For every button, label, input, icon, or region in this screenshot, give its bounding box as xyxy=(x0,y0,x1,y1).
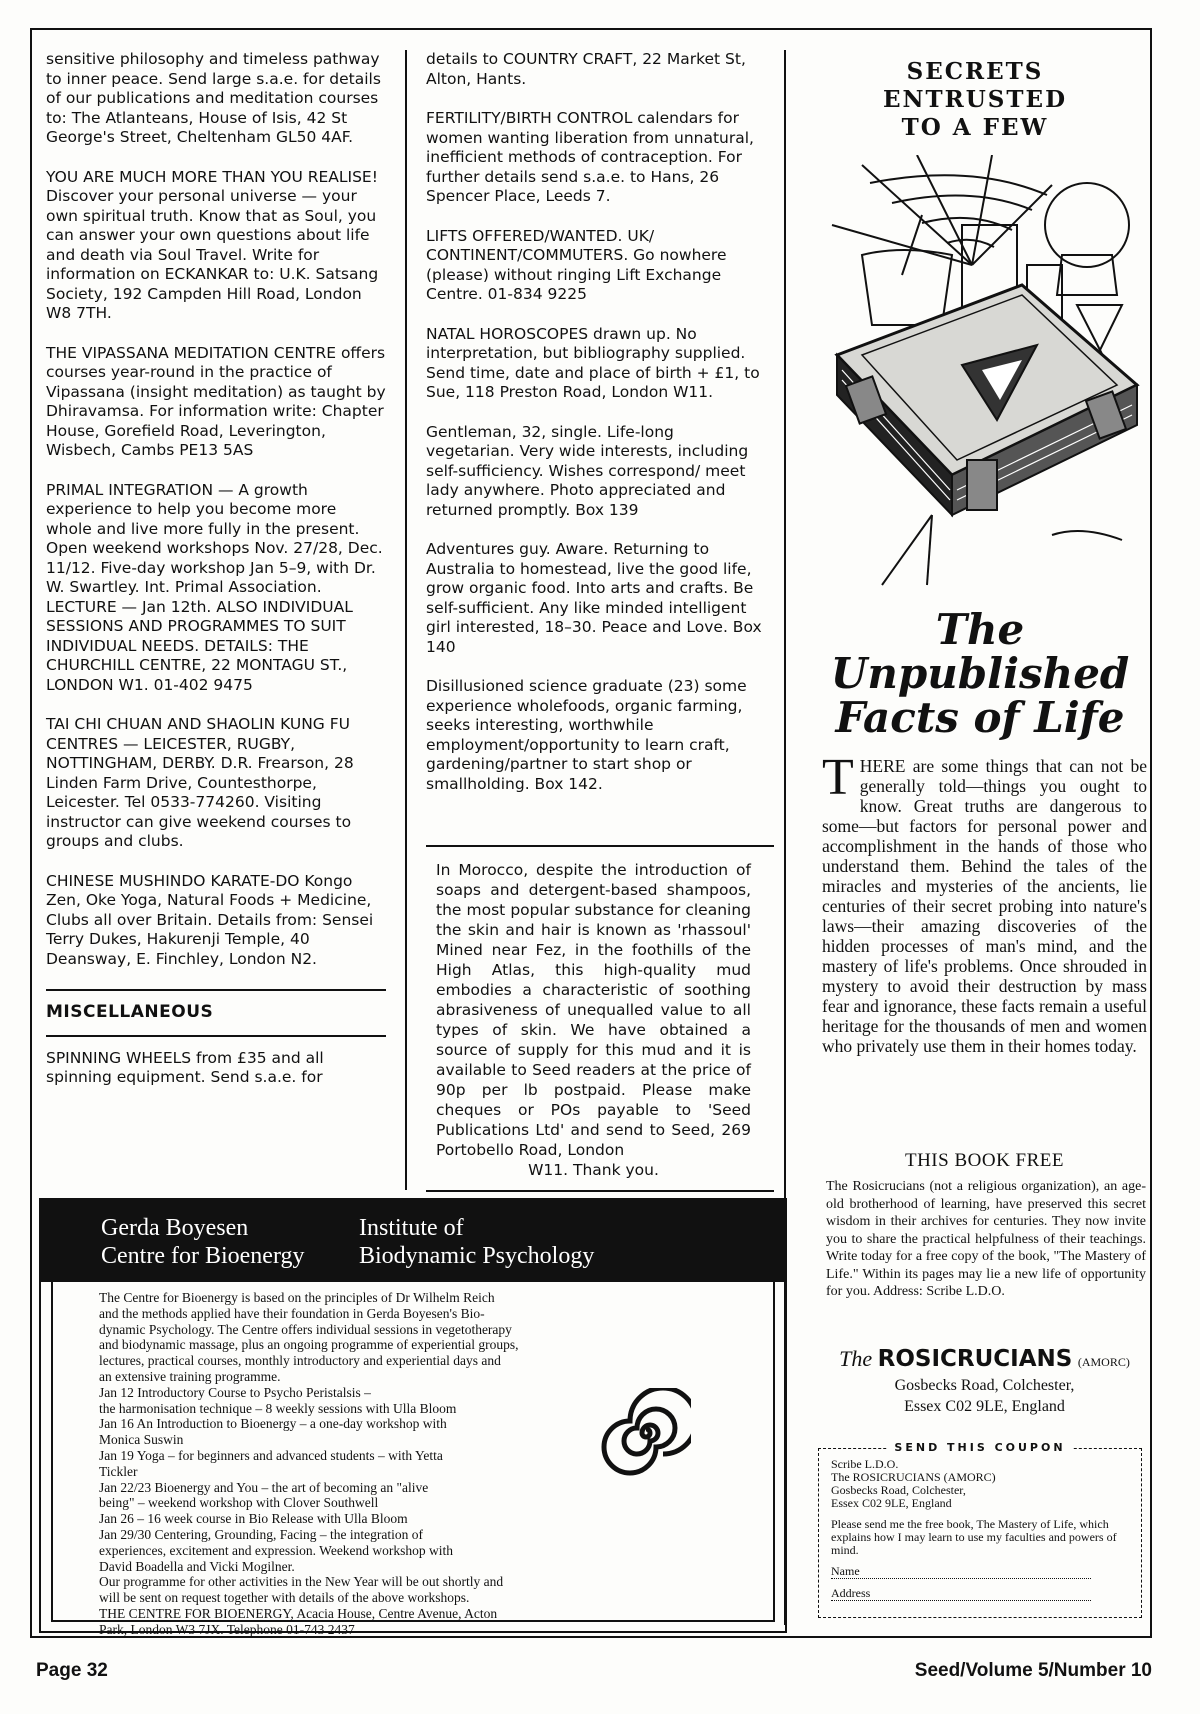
divider xyxy=(426,845,774,847)
rhassoul-text-end: W11. Thank you. xyxy=(528,1161,659,1179)
classified-ad: details to COUNTRY CRAFT, 22 Market St, Alton, Hants. xyxy=(426,50,746,88)
classified-ad: Gentleman, 32, single. Life-long vegetarian. Very wide interests, including self-sufficiency. Wishes correspond/ meet lady anywhere. Photo appreciated and returned promptly. Box 139 xyxy=(426,422,749,519)
classified-ad: CHINESE MUSHINDO KARATE-DO Kongo Zen, Oke Yoga, Natural Foods + Medicine, Clubs all over Britain. Details from: Sensei Terry Dukes, Hakurenji Temple, 40 Deansway, E. Finchley, London N2. xyxy=(46,871,374,968)
page-number: Page 32 xyxy=(36,1660,108,1681)
ad-heading: SECRETS ENTRUSTED TO A FEW xyxy=(882,58,1068,141)
classified-ad: NATAL HOROSCOPES drawn up. No interpretation, but bibliography supplied. Send time, date and place of birth + £1, to Sue, 118 Preston Road, London W11. xyxy=(426,324,760,401)
gerda-header-right: Institute of Biodynamic Psychology xyxy=(359,1215,595,1269)
ad-body xyxy=(822,749,1147,1056)
divider xyxy=(46,1035,386,1037)
rhassoul-ad xyxy=(436,860,751,1180)
coupon[interactable] xyxy=(818,1448,1142,1618)
classified-ad: PRIMAL INTEGRATION — A growth experience to help you become more whole and live more fully in the present. Open weekend workshops Nov. 27/28, Dec. 11/12. Five-day workshop Jan 5–9, with Dr. W. Swartley. Int. Primal Association. LECTURE — Jan 12th. ALSO INDIVIDUAL SESSIONS AND PROGRAMMES TO SUIT INDIVIDUAL NEEDS. DETAILS: THE CHURCHILL CENTRE, 22 MONTAGU ST., LONDON W1. 01-402 9475 xyxy=(46,480,383,694)
book-free-heading: THIS BOOK FREE xyxy=(904,1150,1064,1171)
name-field[interactable]: Name xyxy=(831,1565,1091,1579)
spiral-icon xyxy=(601,1388,691,1478)
column-2 xyxy=(426,50,766,814)
classified-ad: FERTILITY/BIRTH CONTROL calendars for women wanting liberation from unnatural, inefficient methods of contraception. For further details send s.a.e. to Hans, 26 Spencer Place, Leeds 7. xyxy=(426,109,754,205)
gerda-boyesen-ad xyxy=(39,1198,787,1637)
name-the: The xyxy=(839,1346,873,1371)
classified-ad: SPINNING WHEELS from £35 and all spinning equipment. Send s.a.e. for xyxy=(46,1048,324,1086)
compass-icon xyxy=(882,515,1122,585)
coupon-title-text: SEND THIS COUPON xyxy=(888,1441,1071,1454)
coupon-title xyxy=(818,1441,1142,1454)
book-illustration xyxy=(822,155,1142,595)
rosicrucians-name xyxy=(822,1346,1147,1372)
classified-ad: TAI CHI CHUAN AND SHAOLIN KUNG FU CENTRES — LEICESTER, RUGBY, NOTTINGHAM, DERBY. D.R. Frearson, 28 Linden Farm Drive, Countesthorpe, Leicester. Tel 0533-774260. Visiting instructor can give weekend courses to groups and clubs. xyxy=(46,715,354,850)
rosicrucians-address: Gosbecks Road, Colchester, Essex C02 9LE, England xyxy=(894,1377,1075,1415)
gerda-header xyxy=(41,1200,785,1282)
divider xyxy=(46,989,386,991)
classified-ad: sensitive philosophy and timeless pathway to inner peace. Send large s.a.e. for details of our publications and meditation courses to: The Atlanteans, House of Isis, 42 St George's Street, Cheltenham GL50 4AF. xyxy=(46,50,381,146)
name-amorc: (AMORC) xyxy=(1077,1355,1130,1369)
classified-ad: LIFTS OFFERED/WANTED. UK/ CONTINENT/COMMUTERS. Go nowhere (please) without ringing Lift Exchange Centre. 01-834 9225 xyxy=(426,226,727,303)
ad-body-text: HERE are some things that can not be generally told—things you ought to know. Great truths are dangerous to some—but factors for personal power and accomplishment in the hands of those who understand them. Behind the tales of the miracles and mysteries of the ancients, lie centuries of their secret probing into nature's laws—their amazing discoveries of the hidden processes of man's mind, and the mastery of life's problems. Once shrouded in mystery to avoid their destruction by mass fear and ignorance, these facts remain a useful heritage for the thousands of men and women who privately use them in their homes today. xyxy=(822,756,1147,1056)
column-1 xyxy=(46,50,386,1108)
name-main: ROSICRUCIANS xyxy=(877,1346,1073,1372)
rosicrucian-ad xyxy=(810,58,1140,142)
coupon-request: Please send me the free book, The Mastery of Life, which explains how I may learn to use my faculties and powers of mind. xyxy=(831,1517,1117,1557)
gerda-header-left: Gerda Boyesen Centre for Bioenergy xyxy=(101,1215,305,1269)
drop-cap: T xyxy=(822,749,854,806)
issue-info: Seed/Volume 5/Number 10 xyxy=(914,1660,1152,1681)
gerda-body: The Centre for Bioenergy is based on the principles of Dr Wilhelm Reich and the methods applied have their foundation in Gerda Boyesen's Bio- dynamic Psychology. The Centre offers individual sessions in vegetotherapy and biodynamic massage, plus an ongoing programme of experiential groups, lectures, practical courses, monthly introductory and experiential days and an extensive training programme. Jan 12 Introductory Course to Psycho Peristalsis – the harmonisation technique – 8 weekly sessions with Ulla Bloom Jan 16 An Introduction to Bioenergy – a one-day workshop with Monica Suswin Jan 19 Yoga – for beginners and advanced students – with Yetta Tickler Jan 22/23 Bioenergy and You – the art of becoming an "alive being" – weekend workshop with Clover Southwell Jan 26 – 16 week course in Bio Release with Ulla Bloom Jan 29/30 Centering, Grounding, Facing – the integration of experiences, excitement and expression. Weekend workshop with David Boadella and Vicki Mogilner. Our programme for other activities in the New Year will be out shortly and will be sent on request together with details of the above workshops. THE CENTRE FOR BIOENERGY, Acacia House, Centre Avenue, Acton Park, London W3 7JX. Telephone 01-743 2437 xyxy=(99,1290,519,1637)
column-divider xyxy=(405,50,407,1190)
classified-ad: YOU ARE MUCH MORE THAN YOU REALISE! Discover your personal universe — your own spiritual truth. Know that as Soul, you can answer your own questions about life and death via Soul Travel. Write for information on ECKANKAR to: U.K. Satsang Society, 192 Campden Hill Road, London W8 7TH. xyxy=(46,167,379,322)
divider xyxy=(426,1190,774,1192)
classified-ad: Disillusioned science graduate (23) some experience wholefoods, organic farming, seeks interesting, worthwhile employment/opportunity to learn craft, gardening/partner to start shop or smallholding. Box 142. xyxy=(426,677,747,793)
rhassoul-text: In Morocco, despite the introduction of soaps and detergent-based shampoos, the most popular substance for cleaning the skin and hair is known as 'rhassoul' Mined near Fez, in the foothills of the High Atlas, this high-quality mud embodies a characteristic of soothing abrasiveness of unequalled value to all types of skin. We have obtained a source of supply for this mud and it is available to Seed readers at the price of 90p per lb postpaid. Please make cheques or POs payable to 'Seed Publications Ltd' and send to Seed, 269 Portobello Road, London xyxy=(436,861,751,1159)
classified-ad: Adventures guy. Aware. Returning to Australia to homestead, live the good life, grow organic food. Into arts and crafts. Be self-sufficient. Any like minded intelligent girl interested, 18–30. Peace and Love. Box 140 xyxy=(426,540,762,656)
book-free-text: The Rosicrucians (not a religious organization), an age-old brotherhood of learning, have preserved this secret wisdom in their archives for centuries. They now invite you to share the practical helpfulness of their teachings. Write today for a free copy of the book, "The Mastery of Life." Within its pages may lie a new life of opportunity for you. Address: Scribe L.D.O. xyxy=(826,1179,1146,1299)
book-icon xyxy=(837,285,1137,515)
cobweb-icon xyxy=(832,155,1052,265)
coupon-address: Scribe L.D.O. The ROSICRUCIANS (AMORC) Gosbecks Road, Colchester, Essex C02 9LE, England xyxy=(831,1457,996,1510)
section-heading: MISCELLANEOUS xyxy=(46,1002,214,1022)
address-field[interactable]: Address xyxy=(831,1587,1091,1601)
ad-title: The Unpublished Facts of Life xyxy=(830,605,1130,742)
classified-ad: THE VIPASSANA MEDITATION CENTRE offers courses year-round in the practice of Vipassana (insight meditation) as taught by Dhiravamsa. For information write: Chapter House, Gorefield Road, Leverington, Wisbech, Cambs PE13 5AS xyxy=(46,343,386,459)
